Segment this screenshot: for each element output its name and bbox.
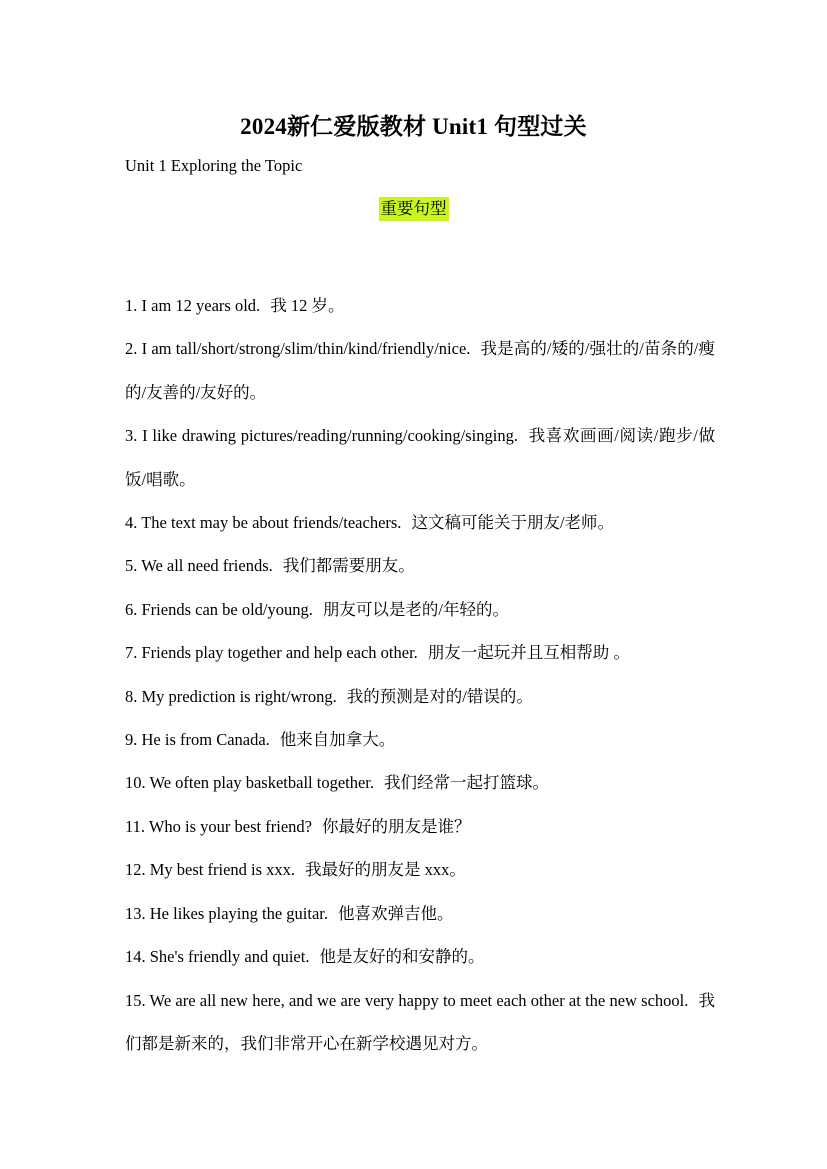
unit-subtitle: Unit 1 Exploring the Topic [125, 156, 303, 175]
sentence-english: 9. He is from Canada. [125, 730, 270, 750]
sentence-item [125, 588, 715, 631]
sentence-chinese: 我们都需要朋友。 [282, 556, 415, 576]
sentence-english: 1. I am 12 years old. [125, 296, 261, 315]
sentence-chinese: 他是友好的和安静的。 [319, 947, 485, 967]
sentence-english: 14. She's friendly and quiet. [125, 947, 310, 967]
sentence-english: 13. He likes playing the guitar. [125, 903, 329, 923]
section-heading [0, 197, 827, 221]
sentence-english: 3. I like drawing pictures/reading/running/cooking/singing. [125, 426, 518, 446]
sentence-english: 15. We are all new here, and we are very happy to meet each other at the new school. [125, 990, 689, 1010]
sentence-item [125, 284, 715, 327]
sentence-english: 12. My best friend is xxx. [125, 860, 296, 880]
sentence-item [125, 544, 715, 587]
sentence-item [125, 631, 715, 674]
sentence-item [125, 718, 715, 761]
sentence-item [125, 327, 715, 414]
sentence-english: 4. The text may be about friends/teachers. [125, 513, 402, 533]
sentence-english: 7. Friends play together and help each other. [125, 643, 418, 663]
sentence-english: 10. We often play basketball together. [125, 773, 375, 793]
sentence-english: 11. Who is your best friend? [125, 816, 312, 836]
sentence-chinese: 他喜欢弹吉他。 [338, 903, 454, 923]
sentence-item [125, 501, 715, 544]
sentence-chinese: 他来自加拿大。 [279, 730, 396, 750]
sentence-item [125, 979, 715, 1066]
sentence-item [125, 761, 715, 804]
document-title: 2024新仁爱版教材 Unit1 句型过关 [240, 114, 587, 139]
sentence-item [125, 848, 715, 891]
sentence-chinese: 朋友一起玩并且互相帮助 。 [427, 643, 630, 663]
sentence-chinese: 你最好的朋友是谁？ [321, 816, 471, 836]
sentence-item [125, 805, 715, 848]
sentence-item [125, 675, 715, 718]
sentence-chinese: 我最好的朋友是 xxx。 [305, 860, 466, 880]
sentence-chinese: 我喜欢画画/阅读/跑步/做饭/唱歌。 [125, 426, 715, 489]
sentence-chinese: 我是高的/矮的/强壮的/苗条的/瘦的/友善的/友好的。 [125, 339, 715, 402]
sentence-item [125, 892, 715, 935]
sentence-english: 6. Friends can be old/young. [125, 599, 313, 619]
sentence-item [125, 935, 715, 978]
sentence-english: 8. My prediction is right/wrong. [125, 686, 337, 706]
sentence-english: 5. We all need friends. [125, 556, 273, 576]
sentence-chinese: 我的预测是对的/错误的。 [346, 686, 533, 706]
sentence-item [125, 414, 715, 501]
sentence-chinese: 我们经常一起打篮球。 [384, 773, 550, 793]
sentence-chinese: 这文稿可能关于朋友/老师。 [411, 513, 615, 533]
sentence-list [125, 284, 715, 1065]
sentence-chinese: 朋友可以是老的/年轻的。 [322, 599, 509, 619]
sentence-chinese: 我们都是新来的，我们非常开心在新学校遇见对方。 [125, 990, 715, 1053]
sentence-english: 2. I am tall/short/strong/slim/thin/kind/friendly/nice. [125, 339, 471, 359]
sentence-chinese: 我 12 岁。 [270, 296, 345, 315]
section-label-highlight: 重要句型 [379, 197, 449, 221]
